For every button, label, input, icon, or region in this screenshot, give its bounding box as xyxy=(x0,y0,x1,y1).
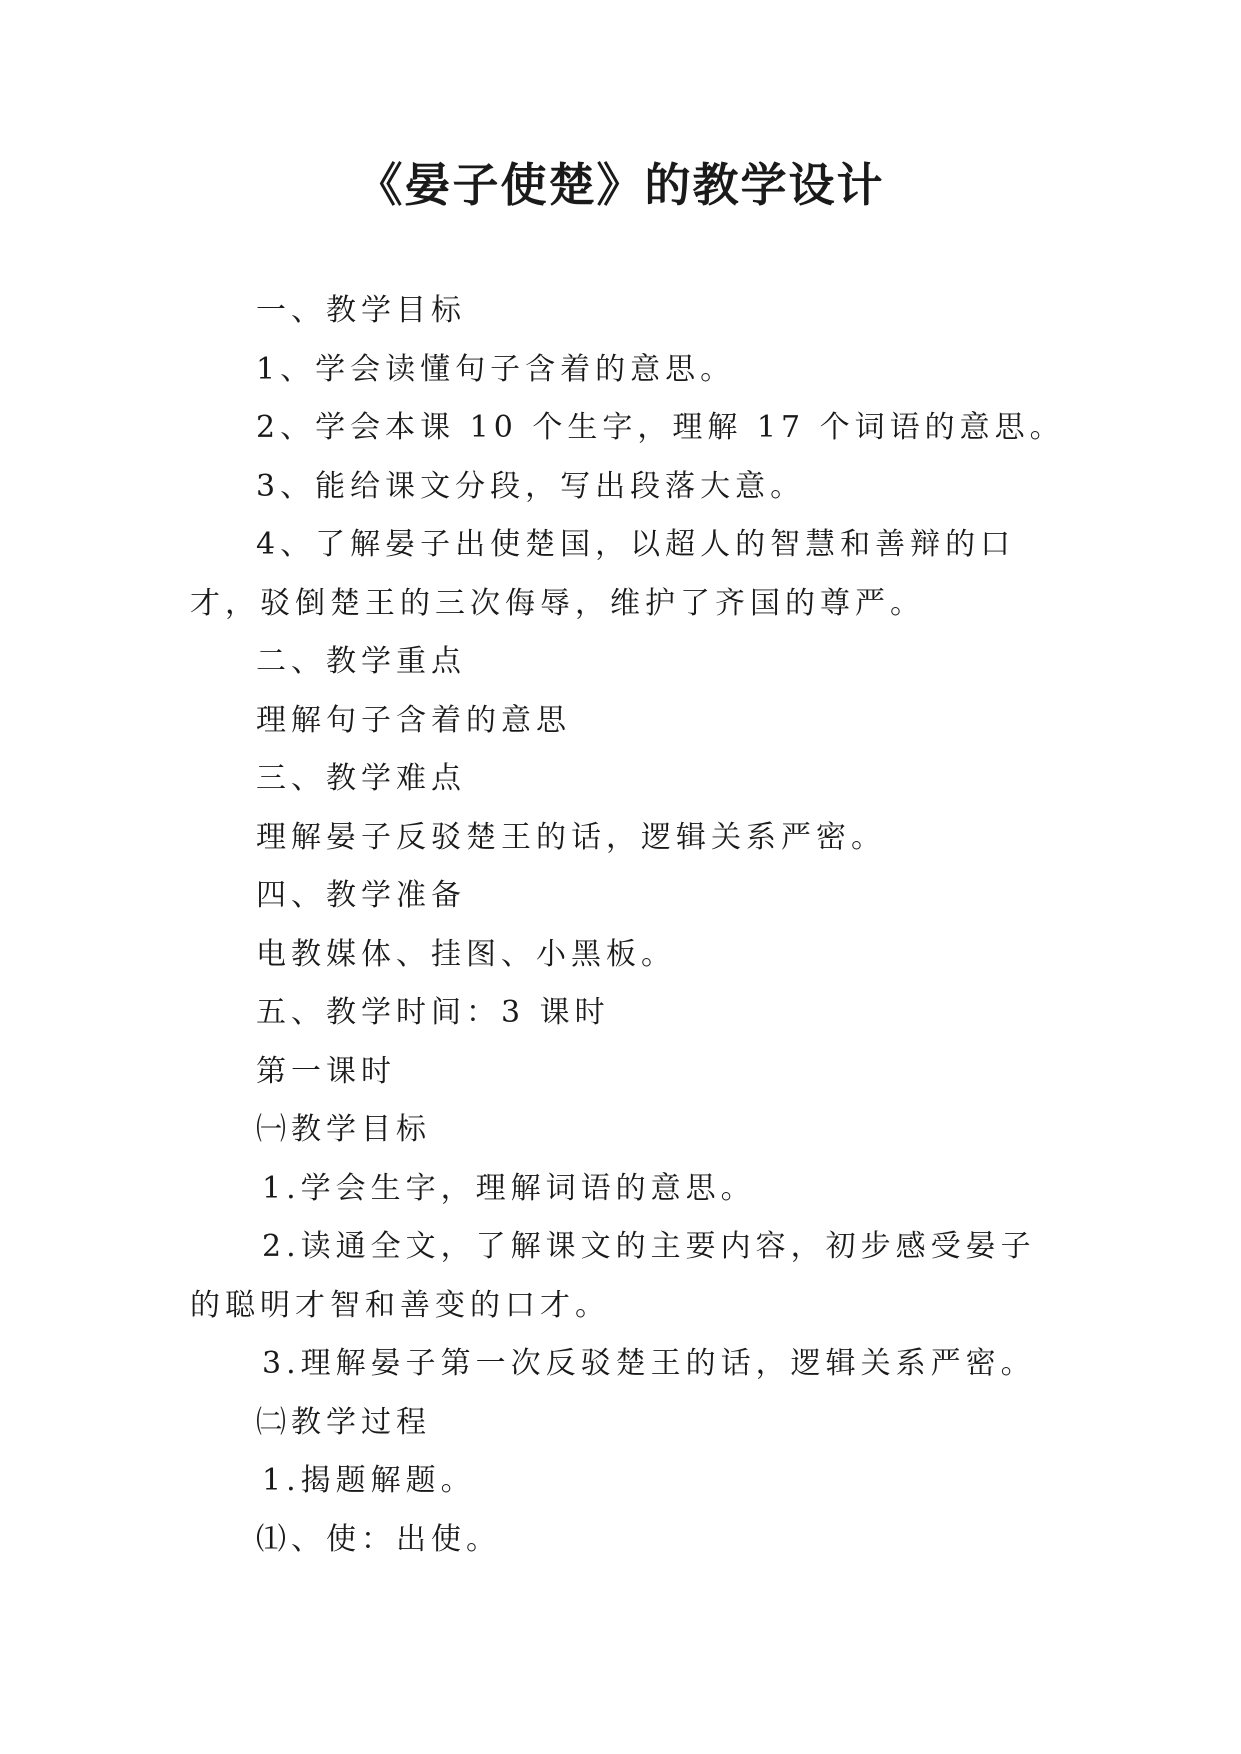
difficulties-text: 理解晏子反驳楚王的话，逻辑关系严密。 xyxy=(256,819,886,855)
objective-item-1: 1、学会读懂句子含着的意思。 xyxy=(256,351,736,387)
lesson-objective-1: 1.学会生字，理解词语的意思。 xyxy=(262,1170,756,1206)
key-points-text: 理解句子含着的意思 xyxy=(256,702,571,738)
section-heading-objectives: 一、教学目标 xyxy=(256,293,466,328)
lesson-objective-2: 2.读通全文，了解课文的主要内容，初步感受晏子的聪明才智和善变的口才。 xyxy=(190,1229,1036,1323)
process-step-1-note: ⑴、使：出使。 xyxy=(256,1521,501,1557)
document-body xyxy=(190,282,1070,1569)
document-title: 《晏子使楚》的教学设计 xyxy=(356,158,885,212)
lesson-objective-3: 3.理解晏子第一次反驳楚王的话，逻辑关系严密。 xyxy=(262,1346,1036,1381)
subsection-heading-objectives: ㈠教学目标 xyxy=(256,1112,431,1147)
preparation-text: 电教媒体、挂图、小黑板。 xyxy=(256,936,676,972)
section-heading-key-points: 二、教学重点 xyxy=(256,644,466,679)
subsection-heading-process: ㈡教学过程 xyxy=(256,1404,431,1440)
objective-item-3: 3、能给课文分段，写出段落大意。 xyxy=(256,468,806,504)
process-step-1: 1.揭题解题。 xyxy=(262,1463,476,1498)
section-heading-time: 五、教学时间：3 课时 xyxy=(256,995,610,1030)
section-heading-preparation: 四、教学准备 xyxy=(256,878,466,913)
objective-item-2: 2、学会本课 10 个生字，理解 17 个词语的意思。 xyxy=(256,410,1065,445)
lesson-heading: 第一课时 xyxy=(256,1053,396,1089)
section-heading-difficulties: 三、教学难点 xyxy=(256,761,466,796)
objective-item-4: 4、了解晏子出使楚国，以超人的智慧和善辩的口才，驳倒楚王的三次侮辱，维护了齐国的尊严。 xyxy=(190,527,1016,621)
